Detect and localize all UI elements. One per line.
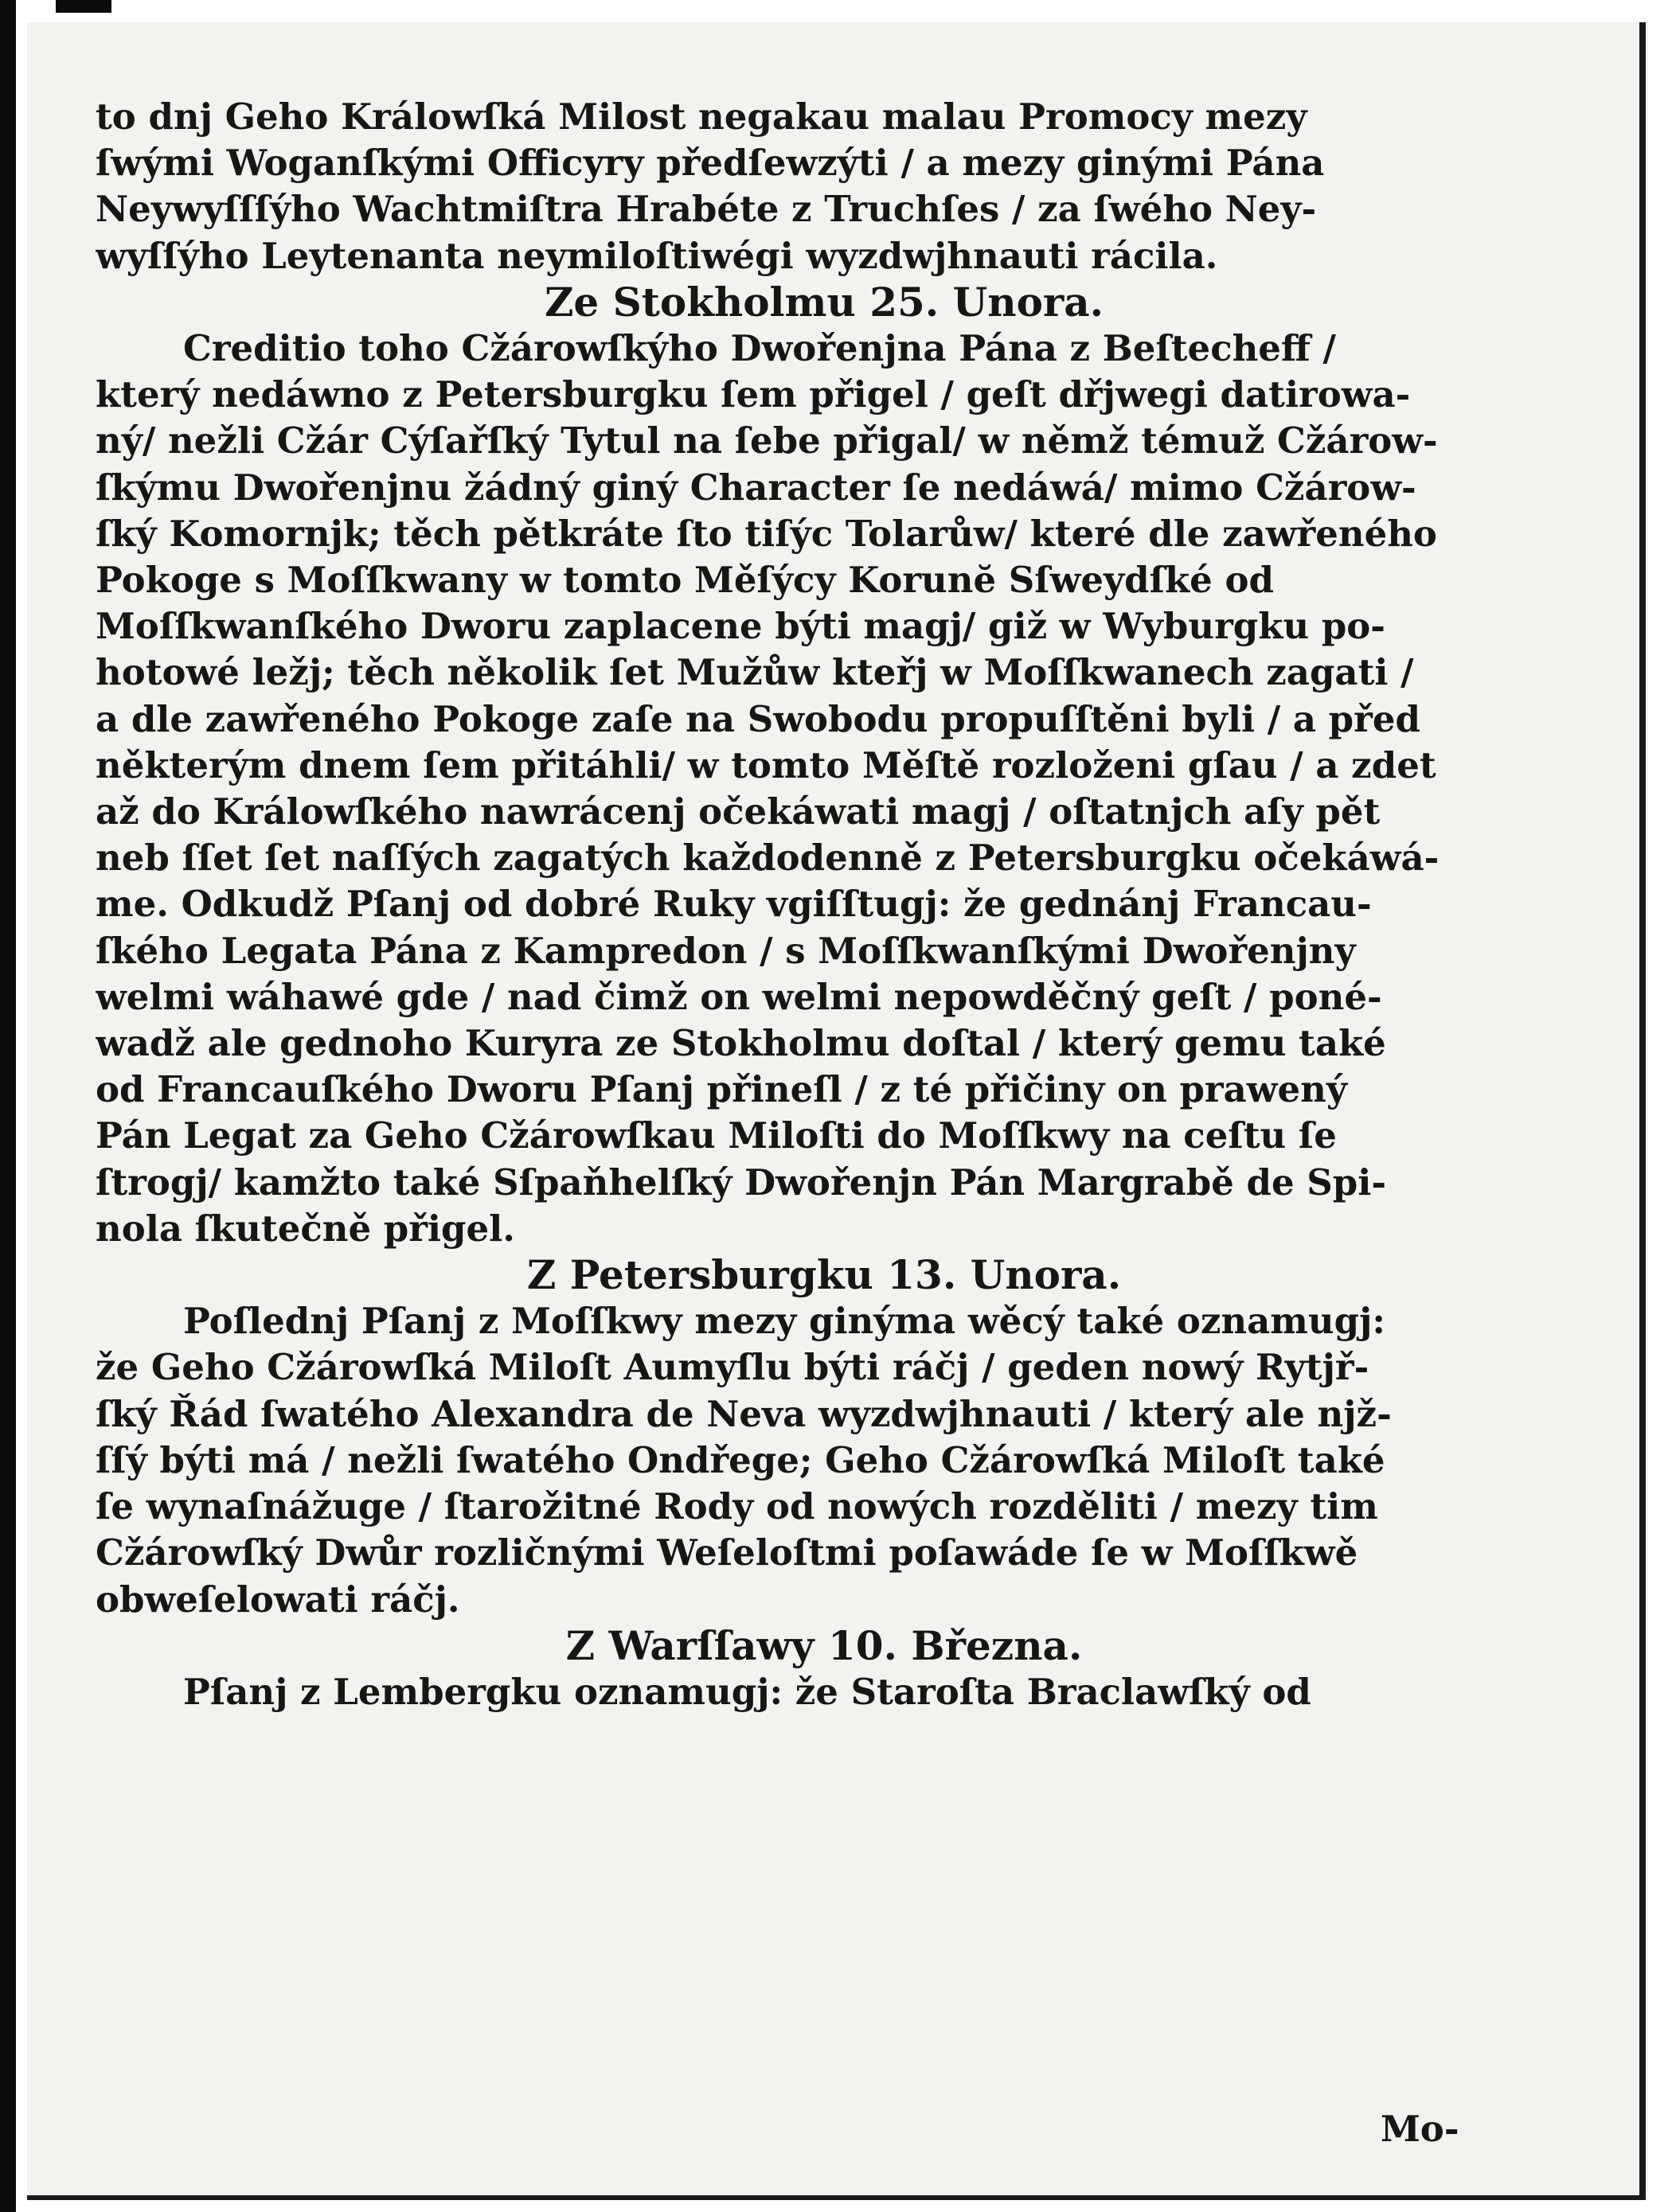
dateline-heading: Z Warſſawy 10. Března.: [565, 1622, 1083, 1669]
text-line: a dle zawřeného Pokoge zaſe na Swobodu propuſſtěni byli / a před: [96, 697, 1420, 740]
text-line: ſkého Legata Pána z Kampredon / s Moſſkwanſkými Dwořenjny: [96, 929, 1356, 972]
text-line: obweſelowati ráčj.: [96, 1578, 460, 1621]
text-line: neb ſſet ſet naſſých zagatých každodenně z Petersburgku očekáwá-: [96, 837, 1440, 880]
text-line: me. Odkudž Pſanj od dobré Ruky vgiſſtugj: že gednánj Francau-: [96, 883, 1372, 926]
text-line: Pokoge s Moſſkwany w tomto Měſýcy Korunĕ Sſweydſké od: [96, 559, 1274, 602]
catchword: Mo-: [1381, 2108, 1459, 2150]
text-line: to dnj Geho Králowſká Milost negakau malau Promocy mezy: [96, 96, 1307, 138]
text-line: Moſſkwanſkého Dworu zaplacene býti magj/ giž w Wyburgku po-: [96, 605, 1385, 648]
paragraph-start-line: Poſlednj Pſanj z Moſſkwy mezy ginýma wěcý také oznamugj:: [183, 1300, 1385, 1343]
document-page: [27, 22, 1646, 2200]
text-line: Pán Legat za Geho Cžárowſkau Miloſti do Moſſkwy na ceſtu ſe: [96, 1114, 1337, 1157]
text-line: wyſſýho Leytenanta neymiloſtiwégi wyzdwjhnauti rácila.: [96, 234, 1218, 277]
text-line: nola ſkutečně přigel.: [96, 1207, 515, 1250]
text-line: ſtrogj/ kamžto také Sſpaňhelſký Dwořenjn Pán Margrabě de Spi-: [96, 1161, 1387, 1204]
scan-left-edge: [0, 0, 16, 2212]
text-line: ſe wynaſnážuge / ſtarožitné Rody od nowých rozděliti / mezy tim: [96, 1485, 1378, 1528]
text-line: ſkýmu Dwořenjnu žádný giný Character ſe nedáwá/ mimo Cžárow-: [96, 466, 1416, 509]
scan-top-mark: [56, 0, 111, 13]
text-line: ſký Řád ſwatého Alexandra de Neva wyzdwjhnauti / který ale njž-: [96, 1392, 1392, 1435]
text-line: Cžárowſký Dwůr rozličnými Weſeloſtmi poſawáde ſe w Moſſkwě: [96, 1531, 1358, 1574]
text-line: že Geho Cžárowſká Miloſt Aumyſlu býti ráčj / geden nowý Rytjř-: [96, 1346, 1369, 1389]
text-line: od Francauſkého Dworu Pſanj přineſl / z té přičiny on prawený: [96, 1068, 1348, 1111]
text-line: ſwými Woganſkými Officyry předſewzýti / a mezy ginými Pána: [96, 142, 1325, 185]
paragraph-start-line: Creditio toho Cžárowſkýho Dwořenjna Pána z Beſtecheff /: [183, 327, 1336, 370]
text-line: wadž ale gednoho Kuryra ze Stokholmu doſtal / který gemu také: [96, 1022, 1386, 1065]
text-line: welmi wáhawé gde / nad čimž on welmi nepowděčný geſt / poné-: [96, 975, 1382, 1018]
text-line: až do Králowſkého nawrácenj očekáwati magj / oſtatnjch aſy pět: [96, 790, 1381, 833]
dateline-heading: Z Petersburgku 13. Unora.: [526, 1252, 1122, 1299]
text-line: Neywyſſſýho Wachtmiſtra Hrabéte z Truchſes / za ſwého Ney-: [96, 188, 1317, 231]
text-line: ſký Komornjk; těch pětkráte ſto tiſýc Tolarůw/ které dle zawřeného: [96, 512, 1437, 555]
page-text: [96, 94, 1497, 1715]
paragraph-start-line: Pſanj z Lembergku oznamugj: že Staroſta Braclawſký od: [183, 1670, 1311, 1713]
text-line: ſſý býti má / nežli ſwatého Ondřege; Geho Cžárowſká Miloſt také: [96, 1438, 1385, 1481]
dateline-heading: Ze Stokholmu 25. Unora.: [544, 279, 1104, 326]
text-line: některým dnem ſem přitáhli/ w tomto Měſtě rozloženi gſau / a zdet: [96, 743, 1436, 786]
text-line: ný/ nežli Cžár Cýſařſký Tytul na ſebe přigal/ w němž témuž Cžárow-: [96, 419, 1438, 462]
text-line: který nedáwno z Petersburgku ſem přigel / geſt dřjwegi datirowa-: [96, 373, 1411, 416]
text-line: hotowé ležj; těch několik ſet Mužůw kteřj w Moſſkwanech zagati /: [96, 651, 1414, 694]
